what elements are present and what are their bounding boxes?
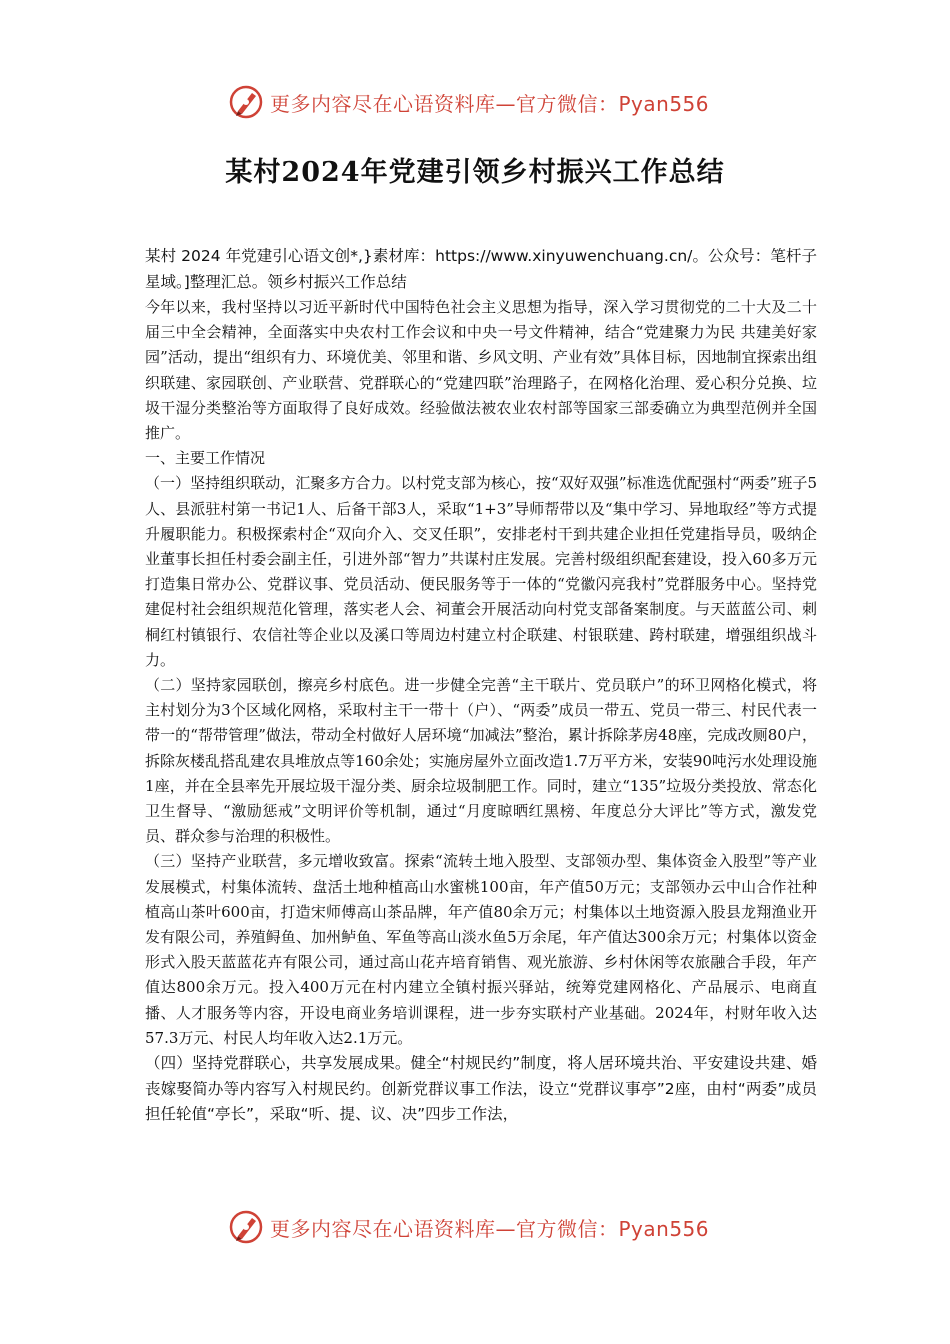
paragraph-homeland: （二）坚持家园联创，擦亮乡村底色。进一步健全完善“主干联片、党员联户”的环卫网格化模式，将主村划分为3个区域化网格，采取村主干一带十（户）、“两委”成员一带五、党员一带三、村民代表一带一的“帮带管理”做法，带动全村做好人居环境“加减法”整治，累计拆除茅房48座，完成改厕80户，拆除灰楼乱搭乱建农具堆放点等160余处；实施房屋外立面改造1.7万平方米，安装90吨污水处理设施1座，并在全县率先开展垃圾干湿分类、厨余垃圾制肥工作。同时，建立“135”垃圾分类投放、常态化卫生督导、“激励惩戒”文明评价等机制，通过“月度晾晒红黑榜、年度总分大评比”等方式，激发党员、群众参与治理的积极性。 [145, 676, 817, 846]
document-title: 某村2024年党建引领乡村振兴工作总结 [225, 157, 725, 188]
paragraph-organization: （一）坚持组织联动，汇聚多方合力。以村党支部为核心，按“双好双强”标准选优配强村“两委”班子5人、县派驻村第一书记1人、后备干部3人，采取“1+3”导师帮带以及“集中学习、异地取经”等方式提升履职能力。积极探索村企“双向介入、交叉任职”，安排老村干到共建企业担任党建指导员，吸纳企业董事长担任村委会副主任，引进外部“智力”共谋村庄发展。完善村级组织配套建设，投入60多万元打造集日常办公、党群议事、党员活动、便民服务等于一体的“党徽闪亮我村”党群服务中心。坚持党建促村社会组织规范化管理，落实老人会、祠董会开展活动向村党支部备案制度。与天蓝蓝公司、刺桐红村镇银行、农信社等企业以及溪口等周边村建立村企联建、村银联建、跨村联建，增强组织战斗力。 [145, 474, 817, 669]
pen-logo-icon [228, 1209, 264, 1245]
footer-watermark-banner [228, 1207, 728, 1247]
watermark-text: 更多内容尽在心语资料库—官方微信：Pyan556 [270, 1216, 710, 1241]
header-watermark-banner [228, 82, 728, 122]
paragraph-industry: （三）坚持产业联营，多元增收致富。探索“流转土地入股型、支部领办型、集体资金入股型”等产业发展模式，村集体流转、盘活土地种植高山水蜜桃100亩，年产值50万元；支部领办云中山合作社种植高山茶叶600亩，打造宋师傅高山茶品牌，年产值80余万元；村集体以土地资源入股县龙翔渔业开发有限公司，养殖鲟鱼、加州鲈鱼、军鱼等高山淡水鱼5万余尾，年产值达300余万元；村集体以资金形式入股天蓝蓝花卉有限公司，通过高山花卉培育销售、观光旅游、乡村休闲等农旅融合手段，年产值达800余万元。投入400万元在村内建立全镇村振兴驿站，统筹党建网格化、产品展示、电商直播、人才服务等内容，开设电商业务培训课程，进一步夯实联村产业基础。2024年，村财年收入达57.3万元、村民人均年收入达2.1万元。 [145, 852, 817, 1047]
section-heading: 一、主要工作情况 [145, 449, 266, 468]
watermark-text: 更多内容尽在心语资料库—官方微信：Pyan556 [270, 91, 710, 116]
opening-paragraph: 今年以来，我村坚持以习近平新时代中国特色社会主义思想为指导，深入学习贯彻党的二十大及二十届三中全会精神，全面落实中央农村工作会议和中央一号文件精神，结合“党建聚力为民 共建美好家园”活动，提出“组织有力、环境优美、邻里和谐、乡风文明、产业有效”具体目标，因地制宜探索出组织联建、家园联创、产业联营、党群联心的“党建四联”治理路子，在网格化治理、爱心积分兑换、垃圾干湿分类整治等方面取得了良好成效。经验做法被农业农村部等国家三部委确立为典型范例并全国推广。 [145, 298, 817, 443]
paragraph-party-mass: （四）坚持党群联心，共享发展成果。健全“村规民约”制度，将人居环境共治、平安建设共建、婚丧嫁娶简办等内容写入村规民约。创新党群议事工作法，设立“党群议事亭”2座，由村“两委”成员担任轮值“亭长”，采取“听、提、议、决”四步工作法， [145, 1054, 817, 1124]
document-body [145, 243, 817, 1128]
intro-paragraph: 某村 2024 年党建引心语文创*,}素材库：https://www.xinyuwenchuang.cn/。公众号：笔杆子星域。]整理汇总。领乡村振兴工作总结 [145, 247, 817, 291]
pen-logo-icon [228, 84, 264, 120]
